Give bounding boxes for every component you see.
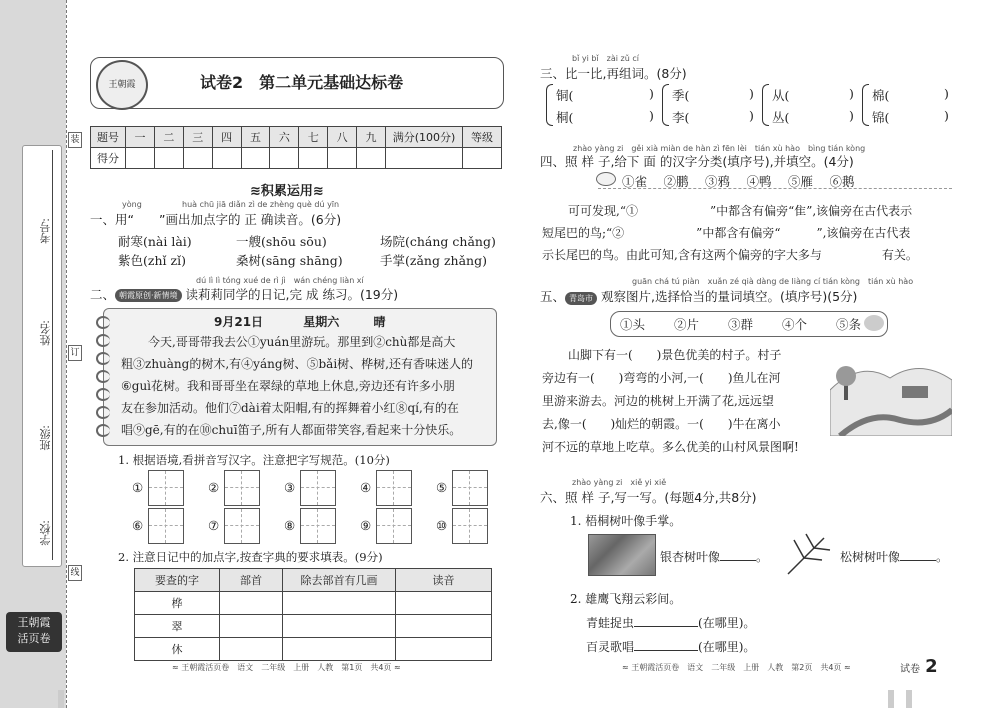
writing-grid[interactable] bbox=[452, 470, 488, 506]
q3-paren: ) bbox=[849, 86, 854, 101]
binding-mark-2: 订 bbox=[68, 345, 82, 361]
q1-item: 一艘(shōu sōu) bbox=[236, 234, 327, 249]
dict-cell[interactable] bbox=[396, 638, 492, 661]
school-label: 学校: bbox=[39, 520, 52, 546]
frog-label: 青蛙捉虫 bbox=[586, 616, 635, 630]
score-header-cell: 等级 bbox=[463, 127, 502, 148]
q2-prefix: 二、 bbox=[90, 287, 116, 302]
brace-left bbox=[762, 84, 769, 126]
notebook-ring bbox=[96, 406, 110, 419]
score-header-cell: 三 bbox=[183, 127, 212, 148]
score-cell[interactable] bbox=[212, 148, 241, 169]
q3-paren: ) bbox=[944, 86, 949, 101]
q3-word: 桐( bbox=[556, 110, 574, 125]
score-cell[interactable] bbox=[299, 148, 328, 169]
name-label: 姓名: bbox=[39, 320, 52, 346]
q1-item: 桑树(sāng shāng) bbox=[236, 253, 343, 268]
paper-number: 2 bbox=[925, 656, 938, 677]
q1-item: 紫色(zhǐ zǐ) bbox=[118, 253, 186, 268]
q6-sub2: 2. 雄鹰飞翔云彩间。 bbox=[570, 592, 682, 606]
ox-body bbox=[902, 386, 928, 398]
ginkgo-period: 。 bbox=[756, 550, 769, 564]
dict-cell[interactable] bbox=[220, 615, 283, 638]
writing-grid[interactable] bbox=[300, 470, 336, 506]
q3-word: 季( bbox=[672, 88, 690, 103]
q3-word: 丛( bbox=[772, 110, 790, 125]
q3-prompt: 三、比一比,再组词。(8分) bbox=[540, 66, 687, 81]
score-cell[interactable] bbox=[270, 148, 299, 169]
q4-para: 短尾巴的鸟;“② ”中都含有偏旁“ ”,该偏旁在古代表 bbox=[542, 226, 911, 240]
q5-option: ②片 bbox=[674, 317, 700, 332]
ginkgo-label: 银杏树叶像 bbox=[660, 550, 721, 564]
q2-text: 读莉莉同学的日记,完 成 练习。(19分) bbox=[185, 287, 399, 302]
score-header-cell: 九 bbox=[357, 127, 386, 148]
q2-sub1: 1. 根据语境,看拼音写汉字。注意把字写规范。(10分) bbox=[118, 453, 390, 467]
brand-line2: 活页卷 bbox=[17, 632, 51, 645]
q5-option: ①头 bbox=[620, 317, 646, 332]
score-cell[interactable] bbox=[357, 148, 386, 169]
pine-branch-icon bbox=[784, 530, 832, 578]
q3-word: 锦( bbox=[872, 110, 890, 125]
answer-blank[interactable] bbox=[900, 560, 936, 561]
q6-sub1: 1. 梧桐树叶像手掌。 bbox=[570, 514, 682, 528]
q3-paren: ) bbox=[849, 108, 854, 123]
writing-grid[interactable] bbox=[148, 470, 184, 506]
grid-number: ② bbox=[208, 480, 220, 495]
q1-pinyin-b: huà chū jiā diǎn zì de zhèng què dú yīn bbox=[182, 200, 340, 209]
q5-options bbox=[620, 315, 861, 333]
q5-badge: 青岛市 bbox=[565, 292, 597, 305]
q3-word: 李( bbox=[672, 110, 690, 125]
notebook-ring bbox=[96, 352, 110, 365]
score-table bbox=[90, 126, 502, 169]
score-header-cell: 满分(100分) bbox=[386, 127, 463, 148]
dictionary-table bbox=[134, 568, 492, 661]
score-cell[interactable] bbox=[241, 148, 270, 169]
q3-paren: ) bbox=[944, 108, 949, 123]
score-header-cell: 七 bbox=[299, 127, 328, 148]
q2-sub2: 2. 注意日记中的加点字,按查字典的要求填表。(9分) bbox=[118, 550, 383, 564]
q3-paren: ) bbox=[649, 108, 654, 123]
options-divider bbox=[598, 188, 952, 189]
score-row-label: 得分 bbox=[91, 148, 126, 169]
diary-date: 9月21日 bbox=[214, 315, 264, 329]
diary-line: 友在参加活动。他们⑦dài着太阳帽,有的挥舞着小红⑧qí,有的在 bbox=[121, 401, 459, 415]
student-info-panel bbox=[22, 145, 62, 567]
q5-line: 里游来游去。河边的桃树上开满了花,远远望 bbox=[542, 394, 774, 408]
dict-char: 翠 bbox=[135, 615, 220, 638]
writing-grid[interactable] bbox=[300, 508, 336, 544]
grid-number: ① bbox=[132, 480, 144, 495]
q1-prompt: 一、用“ ”画出加点字的 正 确读音。(6分) bbox=[90, 212, 342, 227]
page-title: 试卷2 第二单元基础达标卷 bbox=[200, 73, 404, 92]
dict-cell[interactable] bbox=[283, 592, 396, 615]
dict-cell[interactable] bbox=[220, 592, 283, 615]
writing-grid[interactable] bbox=[224, 508, 260, 544]
section-title-accumulate: ≋积累运用≋ bbox=[250, 184, 324, 199]
q5-option: ④个 bbox=[782, 317, 808, 332]
score-header-cell: 二 bbox=[154, 127, 183, 148]
dict-char: 桦 bbox=[135, 592, 220, 615]
notebook-ring bbox=[96, 424, 110, 437]
dict-header: 除去部首有几画 bbox=[283, 569, 396, 592]
diary-line: 唱⑨gē,有的在⑩chuī笛子,所有人都面带笑容,看起来十分快乐。 bbox=[121, 423, 462, 437]
q2-badge: 朝霞原创·新情境 bbox=[115, 289, 182, 302]
frog-hint: (在哪里)。 bbox=[698, 616, 756, 630]
q4-option: ①雀 bbox=[622, 174, 648, 189]
q4-option: ④鸭 bbox=[746, 174, 772, 189]
q5-option: ③群 bbox=[728, 317, 754, 332]
q5-prompt bbox=[540, 287, 857, 305]
dict-cell[interactable] bbox=[283, 638, 396, 661]
answer-blank[interactable] bbox=[634, 626, 698, 627]
frog-sentence bbox=[586, 614, 755, 631]
info-line bbox=[52, 150, 53, 560]
score-header-cell: 一 bbox=[126, 127, 155, 148]
footer-left: ≈ 王朝霞活页卷 语文 二年级 上册 人教 第1页 共4页 ≈ bbox=[172, 663, 401, 672]
grid-number: ⑧ bbox=[284, 518, 296, 533]
ginkgo-sentence bbox=[660, 548, 768, 565]
brand-line1: 王朝霞 bbox=[17, 616, 51, 629]
writing-grid[interactable] bbox=[452, 508, 488, 544]
score-header-cell: 五 bbox=[241, 127, 270, 148]
q2-pinyin: dú lì lì tóng xué de rì jì wán chéng liàn xí bbox=[196, 276, 364, 285]
notebook-ring bbox=[96, 316, 110, 329]
q3-paren: ) bbox=[649, 86, 654, 101]
binding-mark-3: 线 bbox=[68, 565, 82, 581]
dict-cell[interactable] bbox=[220, 638, 283, 661]
paper-number-badge bbox=[900, 656, 938, 677]
binding-mark-1: 装 bbox=[68, 132, 82, 148]
q4-para: 可可发现,“① ”中都含有偏旁“隹”,该偏旁在古代表示 bbox=[568, 204, 913, 218]
q5-line: 旁边有一( )弯弯的小河,一( )鱼儿在河 bbox=[542, 371, 781, 385]
grid-number: ⑤ bbox=[436, 480, 448, 495]
score-header-cell: 四 bbox=[212, 127, 241, 148]
dict-cell[interactable] bbox=[283, 615, 396, 638]
grid-number: ⑦ bbox=[208, 518, 220, 533]
grid-number: ⑩ bbox=[436, 518, 448, 533]
brace-left bbox=[662, 84, 669, 126]
pine-period: 。 bbox=[936, 550, 949, 564]
flower-icon bbox=[864, 315, 884, 331]
notebook-ring bbox=[96, 334, 110, 347]
writing-grid[interactable] bbox=[376, 508, 412, 544]
lark-sentence bbox=[586, 638, 755, 655]
dict-cell[interactable] bbox=[396, 592, 492, 615]
score-cell[interactable] bbox=[386, 148, 463, 169]
grid-number: ④ bbox=[360, 480, 372, 495]
q5-line: 河不远的草地上吃草。多么优美的山村风景图啊! bbox=[542, 440, 799, 454]
notebook-ring bbox=[96, 388, 110, 401]
diary-weather: 晴 bbox=[373, 315, 386, 329]
grid-number: ⑥ bbox=[132, 518, 144, 533]
ginkgo-leaf-image bbox=[588, 534, 656, 576]
score-cell[interactable] bbox=[183, 148, 212, 169]
diary-weekday: 星期六 bbox=[303, 315, 340, 329]
dict-char: 休 bbox=[135, 638, 220, 661]
score-cell[interactable] bbox=[126, 148, 155, 169]
diary-line: 粗③zhuàng的树木,有④yáng树、⑤bǎi树、桦树,还有香味迷人的 bbox=[121, 357, 473, 371]
writing-grid[interactable] bbox=[148, 508, 184, 544]
lark-label: 百灵歌唱 bbox=[586, 640, 635, 654]
q6-pinyin: zhào yàng zi xiě yi xiě bbox=[572, 478, 667, 487]
paper-label: 试卷 bbox=[900, 664, 920, 675]
score-header-cell: 八 bbox=[328, 127, 357, 148]
diary-header bbox=[214, 313, 385, 330]
diary-line: ⑥guì花树。我和哥哥坐在翠绿的草地上休息,旁边还有许多小朋 bbox=[121, 379, 455, 393]
diary-line: 今天,哥哥带我去公①yuán里游玩。那里到②chù都是高大 bbox=[148, 335, 456, 349]
q4-prompt: 四、照 样 子,给下 面 的汉字分类(填序号),并填空。(4分) bbox=[540, 154, 854, 169]
q3-word: 棉( bbox=[872, 88, 890, 103]
q4-option: ③鸦 bbox=[705, 174, 731, 189]
footer-right: ≈ 王朝霞活页卷 语文 二年级 上册 人教 第2页 共4页 ≈ bbox=[622, 663, 851, 672]
dict-header: 要查的字 bbox=[135, 569, 220, 592]
pine-sentence bbox=[840, 548, 948, 565]
q5-pinyin: guān chá tú piàn xuǎn zé qià dàng de liàng cí tián kòng tián xù hào bbox=[632, 277, 914, 286]
q1-item: 耐寒(nài lài) bbox=[118, 234, 192, 249]
q5-line: 山脚下有一( )景色优美的村子。村子 bbox=[568, 348, 782, 362]
brace-left bbox=[862, 84, 869, 126]
q4-option: ⑥鹅 bbox=[829, 174, 855, 189]
answer-blank[interactable] bbox=[634, 650, 698, 651]
score-header-cell: 题号 bbox=[91, 127, 126, 148]
q5-text: 观察图片,选择恰当的量词填空。(填序号)(5分) bbox=[601, 289, 858, 304]
q5-prefix: 五、 bbox=[540, 289, 566, 304]
edge-mark bbox=[58, 690, 64, 708]
q1-item: 手掌(zǎng zhǎng) bbox=[380, 253, 487, 268]
q1-pinyin-a: yòng bbox=[122, 200, 142, 209]
village-scene-illustration bbox=[830, 350, 952, 436]
q3-word: 从( bbox=[772, 88, 790, 103]
publisher-logo: 王朝霞 bbox=[96, 60, 148, 110]
score-cell[interactable] bbox=[328, 148, 357, 169]
writing-grid[interactable] bbox=[376, 470, 412, 506]
pine-label: 松树树叶像 bbox=[840, 550, 901, 564]
q4-para: 示长尾巴的鸟。由此可知,含有这两个偏旁的字大多与 有关。 bbox=[542, 248, 918, 262]
q3-word: 铜( bbox=[556, 88, 574, 103]
lark-hint: (在哪里)。 bbox=[698, 640, 756, 654]
q3-paren: ) bbox=[749, 108, 754, 123]
score-header-cell: 六 bbox=[270, 127, 299, 148]
q4-option: ②鹏 bbox=[663, 174, 689, 189]
edge-mark bbox=[888, 690, 894, 708]
score-cell[interactable] bbox=[154, 148, 183, 169]
dict-cell[interactable] bbox=[396, 615, 492, 638]
exam-number-label: 考号: bbox=[39, 218, 52, 244]
grid-number: ⑨ bbox=[360, 518, 372, 533]
notebook-ring bbox=[96, 370, 110, 383]
grid-number: ③ bbox=[284, 480, 296, 495]
edge-mark bbox=[906, 690, 912, 708]
q6-prompt: 六、照 样 子,写一写。(每题4分,共8分) bbox=[540, 490, 757, 505]
q2-prompt bbox=[90, 285, 398, 303]
brace-left bbox=[546, 84, 553, 126]
q3-pinyin: bǐ yi bǐ zài zǔ cí bbox=[572, 54, 639, 63]
cloud-icon bbox=[596, 172, 616, 186]
q5-line: 去,像一( )灿烂的朝霞。一( )牛在离小 bbox=[542, 417, 781, 431]
dict-header: 读音 bbox=[396, 569, 492, 592]
score-cell[interactable] bbox=[463, 148, 502, 169]
q3-paren: ) bbox=[749, 86, 754, 101]
class-label: 班级: bbox=[39, 425, 52, 451]
dict-header: 部首 bbox=[220, 569, 283, 592]
brand-logo bbox=[6, 612, 62, 652]
q4-pinyin: zhào yàng zi gěi xià miàn de hàn zì fēn lèi tián xù hào bìng tián kòng bbox=[573, 144, 866, 153]
tree-crown bbox=[836, 366, 856, 386]
q4-option: ⑤雁 bbox=[788, 174, 814, 189]
q5-option: ⑤条 bbox=[836, 317, 862, 332]
answer-blank[interactable] bbox=[720, 560, 756, 561]
q1-item: 场院(cháng chǎng) bbox=[380, 234, 496, 249]
writing-grid[interactable] bbox=[224, 470, 260, 506]
